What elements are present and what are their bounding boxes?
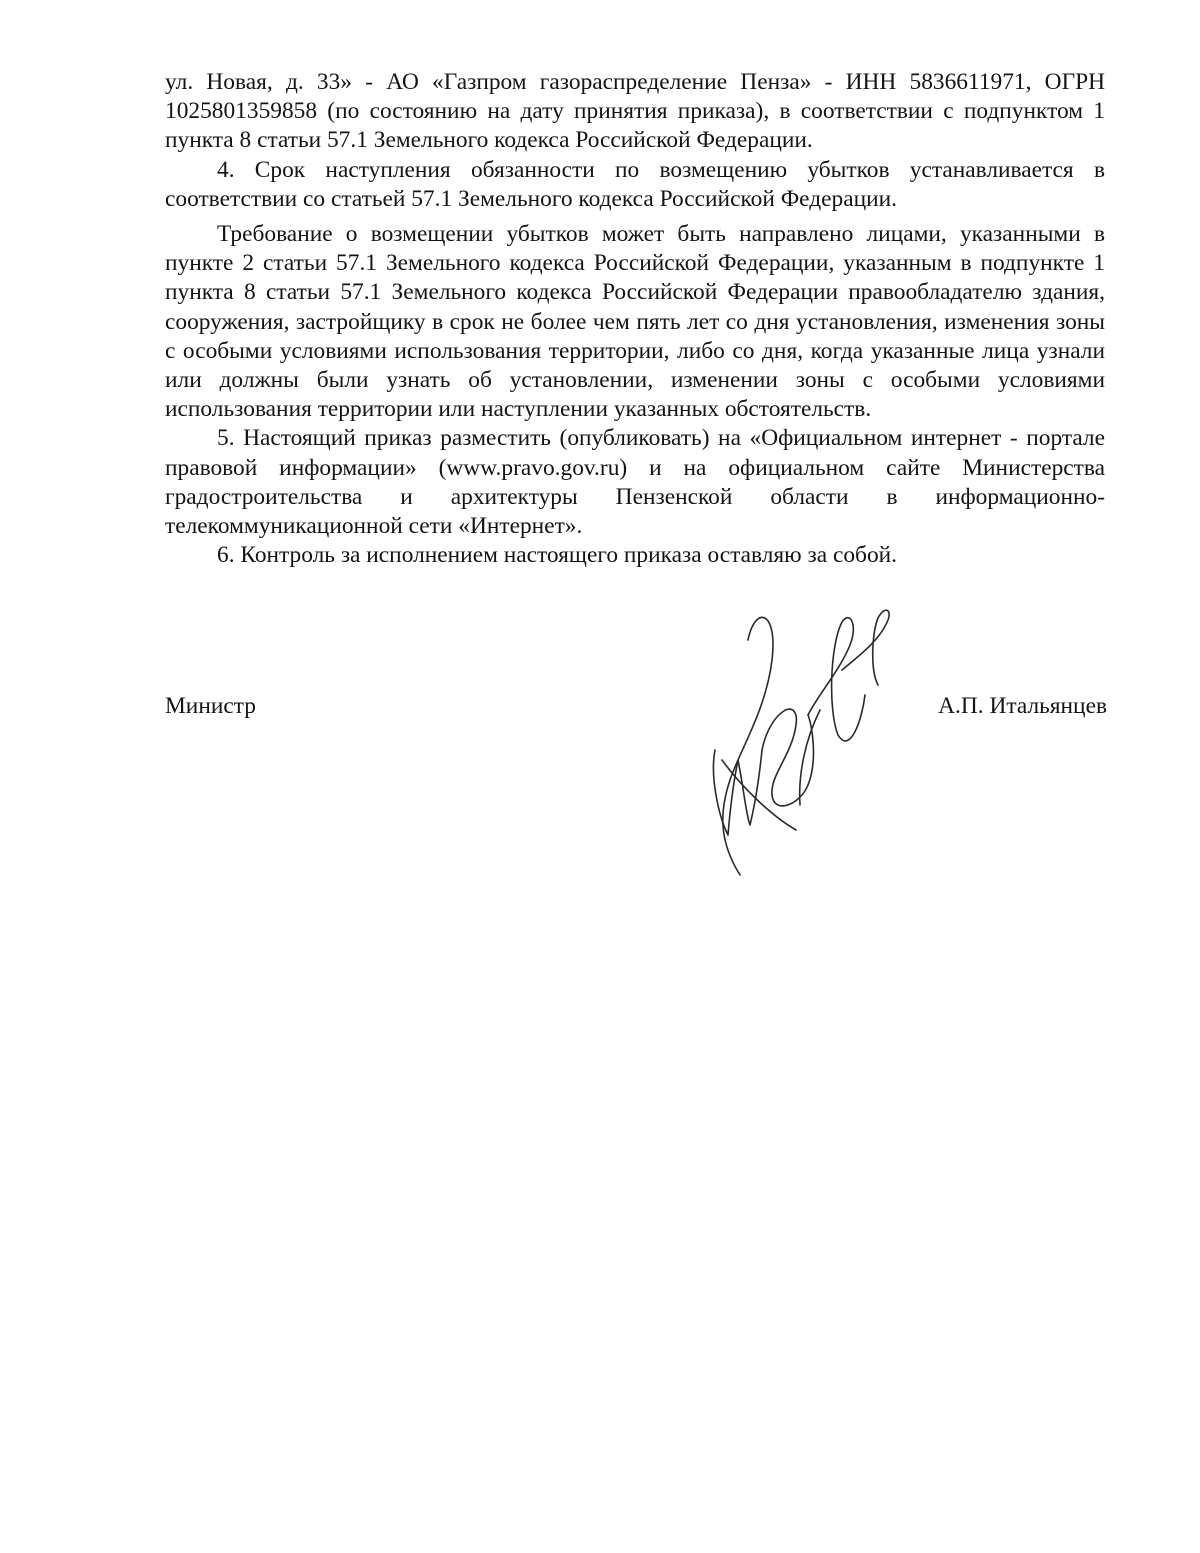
paragraph-item-5: 5. Настоящий приказ разместить (опубликовать) на «Официальном интернет - портале правовой информации» (www.pravo.gov.ru) и на официальном сайте Министерства градостроительства и архитектуры Пензенской области в информационно-телекоммуникационной сети «Интернет». — [165, 425, 1105, 540]
paragraph-damages-claim: Требование о возмещении убытков может быть направлено лицами, указанными в пункте 2 статьи 57.1 Земельного кодекса Российской Федерации, указанным в подпункте 1 пункта 8 статьи 57.1 Земельного кодекса Российской Федерации правообладателю здания, сооружения, застройщику в срок не более чем пять лет со дня установления, изменения зоны с особыми условиями использования территории, либо со дня, когда указанные лица узнали или должны были узнать об установлении, изменении зоны с особыми условиями использования территории или наступлении указанных обстоятельств. — [165, 221, 1105, 423]
handwritten-signature — [700, 600, 900, 885]
signature-stroke — [800, 710, 820, 805]
paragraph-continuation: ул. Новая, д. 33» - АО «Газпром газораспределение Пенза» - ИНН 5836611971, ОГРН 1025801359858 (по состоянию на дату принятия приказа), в соответствии с подпунктом 1 пункта 8 статьи 57.1 Земельного кодекса Российской Федерации. — [165, 69, 1105, 154]
signature-stroke — [713, 750, 762, 835]
signature-block — [165, 692, 1107, 732]
signature-stroke — [808, 618, 865, 741]
signer-position: Министр — [165, 693, 256, 719]
signature-stroke — [762, 709, 813, 806]
document-body — [165, 68, 1105, 570]
paragraph-item-6: 6. Контроль за исполнением настоящего приказа оставляю за собой. — [217, 542, 898, 569]
paragraph-item-4: 4. Срок наступления обязанности по возмещению убытков устанавливается в соответствии со статьей 57.1 Земельного кодекса Российской Федерации. — [165, 156, 1105, 212]
signature-stroke — [723, 617, 773, 875]
signer-name: А.П. Итальянцев — [938, 693, 1107, 719]
